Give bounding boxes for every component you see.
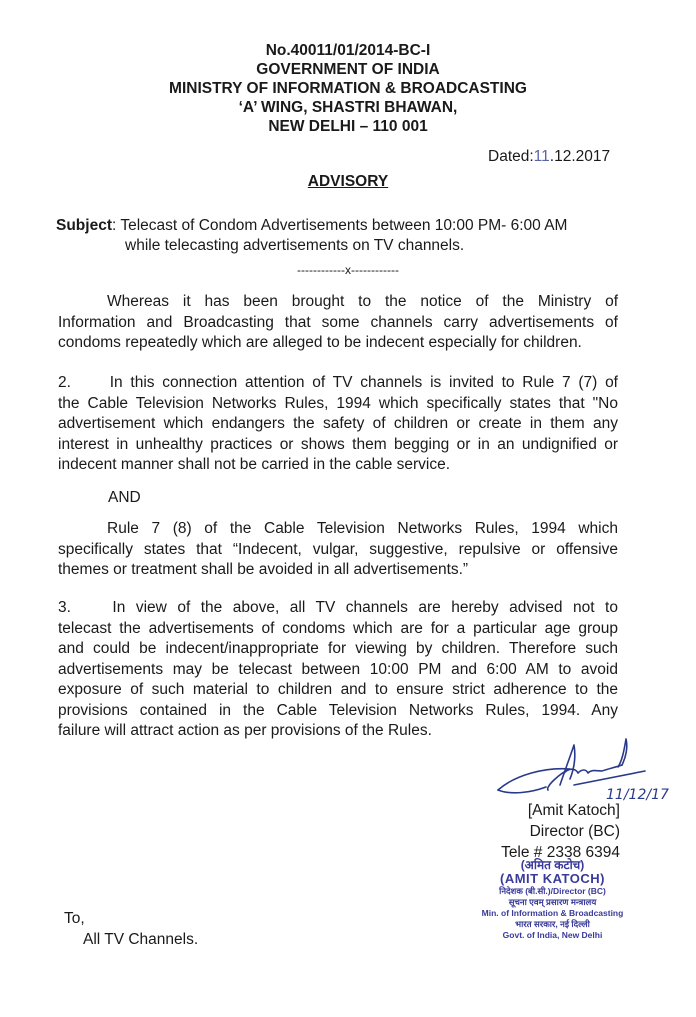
recipient: All TV Channels. bbox=[83, 931, 199, 948]
subject-line-2: while telecasting advertisements on TV channels. bbox=[125, 237, 465, 254]
paragraph-line: the Cable Television Networks Rules, 1994 which specifically states that "No bbox=[58, 394, 618, 412]
office-address: ‘A’ WING, SHASTRI BHAWAN, bbox=[238, 99, 458, 116]
addressee-block bbox=[64, 908, 198, 950]
paragraph-line: exposure of such material to children and to ensure strict adherence to the bbox=[58, 681, 618, 698]
to-label: To, bbox=[64, 910, 85, 927]
signatory-block bbox=[490, 800, 620, 863]
city-pin: NEW DELHI – 110 001 bbox=[268, 118, 428, 135]
stamp-govt: Govt. of India, New Delhi bbox=[502, 930, 603, 940]
paragraph-line: specifically states that “Indecent, vulgar, suggestive, repulsive or offensive bbox=[58, 540, 618, 558]
paragraph-line: advertisements may be telecast between 10:00 PM and 6:00 AM to avoid bbox=[58, 660, 618, 678]
paragraph-4 bbox=[58, 598, 618, 742]
paragraph-line: failure will attract action as per provisions of the Rules. bbox=[58, 722, 432, 739]
dated-label: Dated: bbox=[488, 148, 534, 165]
paragraph-2 bbox=[58, 373, 618, 476]
separator: ------------x------------ bbox=[297, 263, 399, 277]
dated-rest: .12.2017 bbox=[549, 148, 611, 165]
paragraph-line: provisions contained in the Cable Television Networks Rules, 1994. Any bbox=[58, 701, 618, 719]
official-stamp bbox=[450, 858, 655, 941]
government-name: GOVERNMENT OF INDIA bbox=[256, 61, 440, 78]
signatory-name: [Amit Katoch] bbox=[527, 802, 620, 819]
signatory-phone: Tele # 2338 6394 bbox=[501, 844, 620, 861]
stamp-name-hindi: (अमित कटोच) bbox=[520, 858, 585, 872]
signature-date: 11/12/17 bbox=[606, 787, 669, 803]
paragraph-line: themes or treatment shall be avoided in all advertisements.” bbox=[58, 561, 469, 578]
stamp-name: (AMIT KATOCH) bbox=[500, 871, 605, 886]
handwritten-signature bbox=[490, 735, 670, 810]
date-line bbox=[488, 148, 610, 166]
paragraph-line: condoms repeatedly which are alleged to be indecent especially for children. bbox=[58, 334, 582, 351]
stamp-ministry: Min. of Information & Broadcasting bbox=[481, 908, 624, 918]
subject-line-1: : Telecast of Condom Advertisements between 10:00 PM- 6:00 AM bbox=[111, 217, 568, 234]
subject-block bbox=[56, 216, 567, 256]
document-title: ADVISORY bbox=[307, 173, 389, 190]
stamp-ministry-hindi: सूचना एवम् प्रसारण मन्त्रालय bbox=[508, 897, 597, 907]
paragraph-line: Rule 7 (8) of the Cable Television Networks Rules, 1994 which bbox=[107, 520, 618, 537]
paragraph-line: Whereas it has been brought to the notice of the Ministry of bbox=[107, 293, 618, 310]
signatory-designation: Director (BC) bbox=[529, 823, 620, 840]
and-conjunction: AND bbox=[108, 489, 141, 506]
letterhead bbox=[0, 41, 696, 136]
paragraph-line: telecast the advertisements of condoms which are for a particular age group bbox=[58, 619, 618, 637]
reference-number: No.40011/01/2014-BC-I bbox=[265, 42, 431, 59]
paragraph-line: indecent manner shall not be carried in the cable service. bbox=[58, 456, 451, 473]
paragraph-line: and could be indecent/inappropriate for viewing by children. Therefore such bbox=[58, 640, 618, 657]
paragraph-1 bbox=[58, 292, 618, 354]
paragraph-line: advertisement which endangers the safety of children or create in them any bbox=[58, 415, 618, 432]
paragraph-line: 3. In view of the above, all TV channels are hereby advised not to bbox=[58, 599, 618, 616]
stamp-designation: निदेशक (बी.सी.)/Director (BC) bbox=[499, 886, 606, 896]
dated-day: 11 bbox=[533, 148, 550, 165]
paragraph-line: Information and Broadcasting that some channels carry advertisements of bbox=[58, 313, 618, 331]
ministry-name: MINISTRY OF INFORMATION & BROADCASTING bbox=[169, 80, 527, 97]
paragraph-line: interest in unhealthy practices or shows them begging or in an undignified or bbox=[58, 435, 618, 453]
stamp-govt-hindi: भारत सरकार, नई दिल्ली bbox=[515, 919, 590, 929]
paragraph-line: 2. In this connection attention of TV channels is invited to Rule 7 (7) of bbox=[58, 374, 618, 391]
paragraph-3 bbox=[58, 519, 618, 581]
subject-label: Subject bbox=[56, 217, 112, 234]
